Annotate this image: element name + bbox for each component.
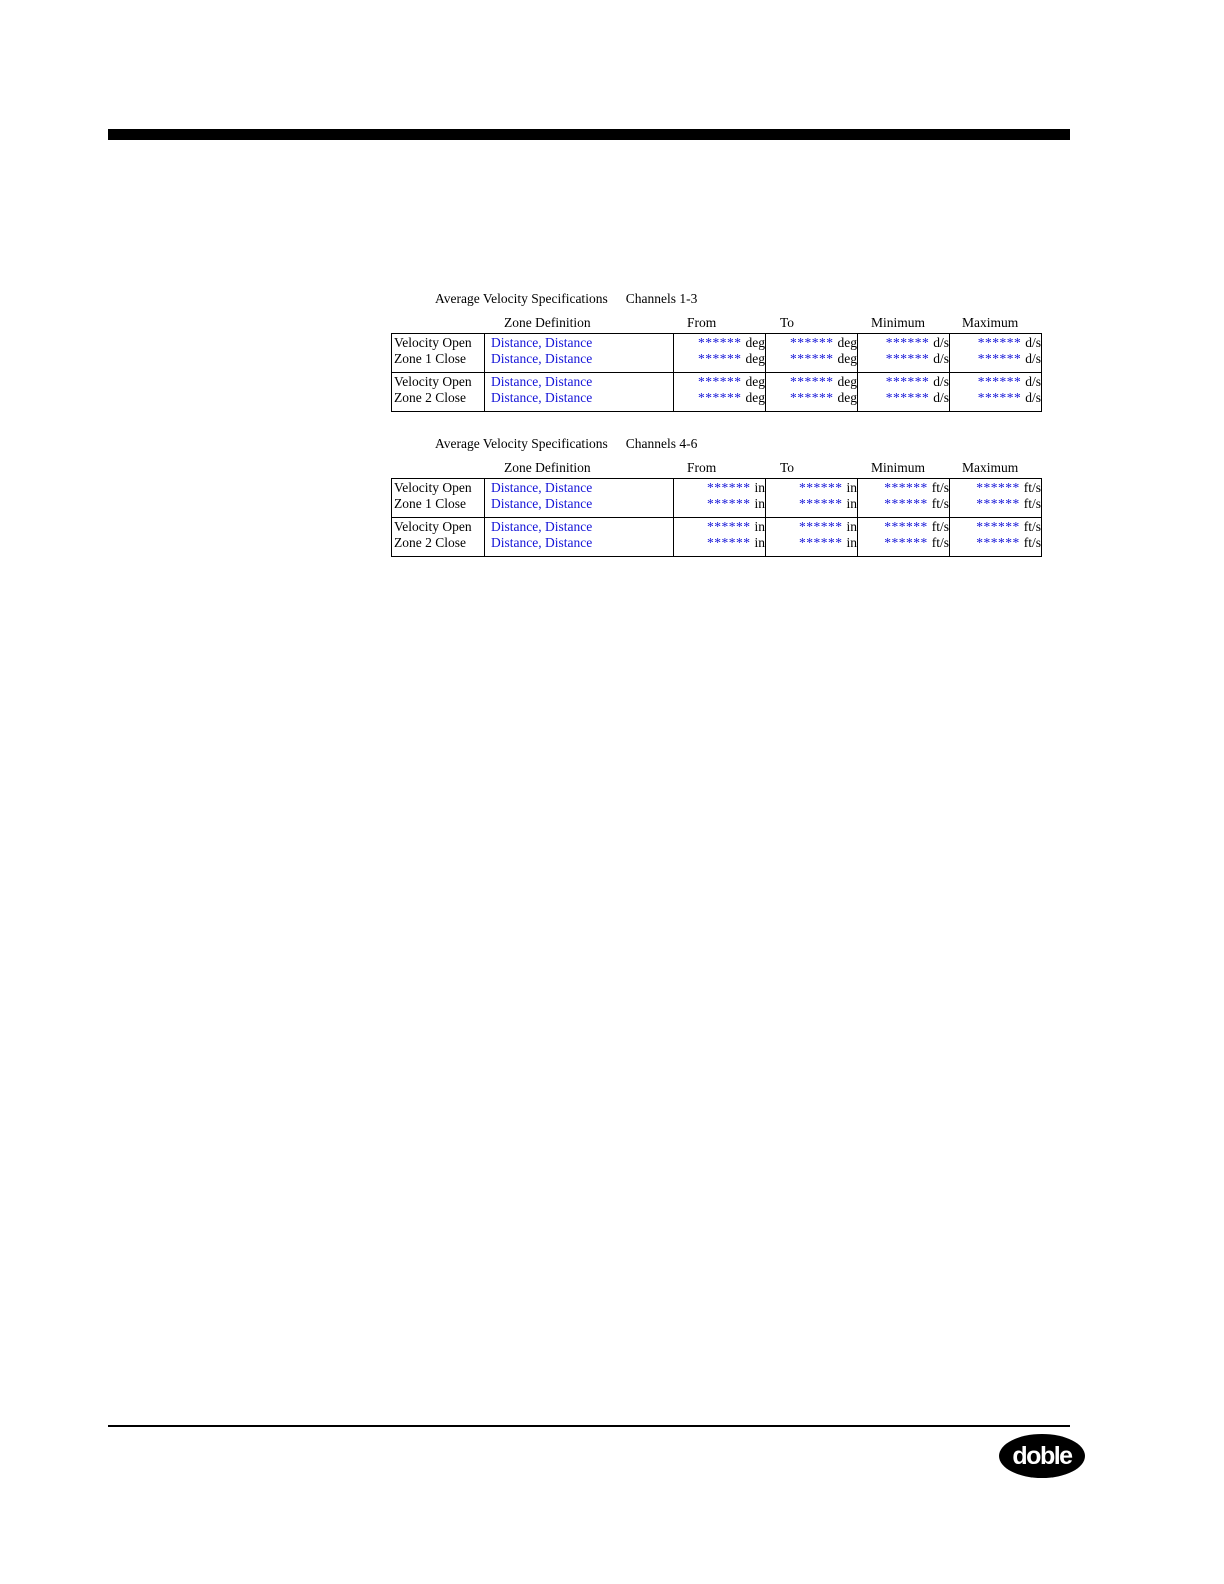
from-open-value[interactable]: ******	[706, 480, 751, 495]
max-unit: d/s	[1025, 351, 1041, 366]
to-open-value[interactable]: ******	[798, 519, 843, 534]
from-unit: in	[754, 496, 765, 511]
max-open-value[interactable]: ******	[976, 519, 1020, 534]
from-unit: in	[754, 535, 765, 550]
row-label-line2: Zone 2 Close	[394, 535, 466, 550]
table-title-text: Average Velocity Specifications	[435, 436, 608, 451]
to-cell[interactable]	[766, 479, 858, 518]
from-cell[interactable]	[674, 334, 766, 373]
row-label-line2: Zone 1 Close	[394, 496, 466, 511]
channels-label: Channels 4-6	[625, 436, 698, 451]
zone-open-field[interactable]: Distance, Distance	[491, 480, 593, 495]
to-unit: in	[846, 496, 857, 511]
header-minimum: Minimum	[871, 460, 926, 475]
footer-rule	[108, 1425, 1070, 1427]
to-close-value[interactable]: ******	[798, 496, 843, 511]
min-close-value[interactable]: ******	[885, 351, 930, 366]
channels-label: Channels 1-3	[625, 291, 698, 306]
header-rule	[108, 129, 1070, 140]
from-close-value[interactable]: ******	[698, 351, 742, 366]
row-label	[392, 373, 485, 412]
minimum-cell[interactable]	[858, 334, 950, 373]
logo-text: doble	[1012, 1442, 1072, 1470]
minimum-cell[interactable]	[858, 479, 950, 518]
from-close-value[interactable]: ******	[706, 535, 751, 550]
from-unit: deg	[745, 390, 765, 405]
from-unit: in	[754, 519, 765, 534]
min-open-value[interactable]: ******	[885, 335, 930, 350]
header-to: To	[780, 460, 795, 475]
table-title-text: Average Velocity Specifications	[435, 291, 608, 306]
from-unit: in	[754, 480, 765, 495]
zone-open-field[interactable]: Distance, Distance	[491, 519, 593, 534]
table-row	[392, 334, 1042, 373]
to-open-value[interactable]: ******	[798, 480, 843, 495]
min-close-value[interactable]: ******	[884, 496, 928, 511]
to-cell[interactable]	[766, 518, 858, 557]
minimum-cell[interactable]	[858, 373, 950, 412]
min-unit: ft/s	[931, 480, 949, 495]
table-row	[392, 479, 1042, 518]
row-label-line1: Velocity Open	[394, 519, 472, 534]
to-open-value[interactable]: ******	[790, 335, 834, 350]
from-close-value[interactable]: ******	[706, 496, 751, 511]
max-close-value[interactable]: ******	[977, 390, 1022, 405]
to-close-value[interactable]: ******	[790, 390, 834, 405]
zone-open-field[interactable]: Distance, Distance	[491, 335, 593, 350]
max-unit: ft/s	[1023, 519, 1041, 534]
to-cell[interactable]	[766, 334, 858, 373]
doble-logo	[998, 1433, 1086, 1479]
zone-close-field[interactable]: Distance, Distance	[491, 351, 593, 366]
min-unit: d/s	[933, 390, 949, 405]
to-unit: deg	[837, 351, 857, 366]
from-unit: deg	[745, 351, 765, 366]
max-open-value[interactable]: ******	[977, 335, 1022, 350]
to-unit: deg	[837, 390, 857, 405]
maximum-cell[interactable]	[950, 518, 1042, 557]
max-close-value[interactable]: ******	[976, 535, 1020, 550]
row-label-line2: Zone 2 Close	[394, 390, 466, 405]
zone-definition-cell[interactable]	[485, 518, 674, 557]
to-unit: deg	[837, 335, 857, 350]
zone-close-field[interactable]: Distance, Distance	[491, 390, 593, 405]
maximum-cell[interactable]	[950, 479, 1042, 518]
min-unit: ft/s	[931, 496, 949, 511]
max-unit: d/s	[1025, 390, 1041, 405]
min-unit: ft/s	[931, 519, 949, 534]
zone-open-field[interactable]: Distance, Distance	[491, 374, 593, 389]
max-close-value[interactable]: ******	[977, 351, 1022, 366]
min-unit: d/s	[933, 374, 949, 389]
header-minimum: Minimum	[871, 315, 926, 330]
spec-grid	[391, 478, 1042, 557]
zone-close-field[interactable]: Distance, Distance	[491, 496, 593, 511]
max-open-value[interactable]: ******	[977, 374, 1022, 389]
row-label	[392, 518, 485, 557]
from-unit: deg	[745, 335, 765, 350]
spec-grid	[391, 333, 1042, 412]
row-label-line2: Zone 1 Close	[394, 351, 466, 366]
to-unit: in	[846, 519, 857, 534]
row-label	[392, 334, 485, 373]
max-unit: ft/s	[1023, 480, 1041, 495]
min-close-value[interactable]: ******	[884, 535, 928, 550]
to-unit: in	[846, 480, 857, 495]
to-open-value[interactable]: ******	[790, 374, 834, 389]
row-label-line1: Velocity Open	[394, 480, 472, 495]
to-unit: deg	[837, 374, 857, 389]
from-cell[interactable]	[674, 518, 766, 557]
max-unit: ft/s	[1023, 496, 1041, 511]
max-close-value[interactable]: ******	[976, 496, 1020, 511]
maximum-cell[interactable]	[950, 334, 1042, 373]
minimum-cell[interactable]	[858, 518, 950, 557]
zone-definition-cell[interactable]	[485, 479, 674, 518]
min-unit: ft/s	[931, 535, 949, 550]
maximum-cell[interactable]	[950, 373, 1042, 412]
from-open-value[interactable]: ******	[706, 519, 751, 534]
min-close-value[interactable]: ******	[885, 390, 930, 405]
header-maximum: Maximum	[962, 460, 1019, 475]
max-unit: ft/s	[1023, 535, 1041, 550]
max-unit: d/s	[1025, 335, 1041, 350]
header-zone-definition: Zone Definition	[504, 460, 591, 475]
min-open-value[interactable]: ******	[884, 480, 928, 495]
zone-definition-cell[interactable]	[485, 373, 674, 412]
to-unit: in	[846, 535, 857, 550]
header-to: To	[780, 315, 795, 330]
header-zone-definition: Zone Definition	[504, 315, 591, 330]
max-unit: d/s	[1025, 374, 1041, 389]
row-label-line1: Velocity Open	[394, 374, 472, 389]
zone-definition-cell[interactable]	[485, 334, 674, 373]
table-row	[392, 518, 1042, 557]
table-row	[392, 373, 1042, 412]
from-cell[interactable]	[674, 479, 766, 518]
header-from: From	[687, 460, 717, 475]
header-maximum: Maximum	[962, 315, 1019, 330]
from-unit: deg	[745, 374, 765, 389]
min-open-value[interactable]: ******	[885, 374, 930, 389]
to-cell[interactable]	[766, 373, 858, 412]
from-open-value[interactable]: ******	[698, 335, 742, 350]
table-title	[435, 436, 697, 452]
table-title	[435, 291, 697, 307]
min-open-value[interactable]: ******	[884, 519, 928, 534]
to-close-value[interactable]: ******	[798, 535, 843, 550]
from-cell[interactable]	[674, 373, 766, 412]
min-unit: d/s	[933, 351, 949, 366]
from-close-value[interactable]: ******	[698, 390, 742, 405]
header-from: From	[687, 315, 717, 330]
row-label-line1: Velocity Open	[394, 335, 472, 350]
max-open-value[interactable]: ******	[976, 480, 1020, 495]
to-close-value[interactable]: ******	[790, 351, 834, 366]
min-unit: d/s	[933, 335, 949, 350]
zone-close-field[interactable]: Distance, Distance	[491, 535, 593, 550]
row-label	[392, 479, 485, 518]
from-open-value[interactable]: ******	[698, 374, 742, 389]
